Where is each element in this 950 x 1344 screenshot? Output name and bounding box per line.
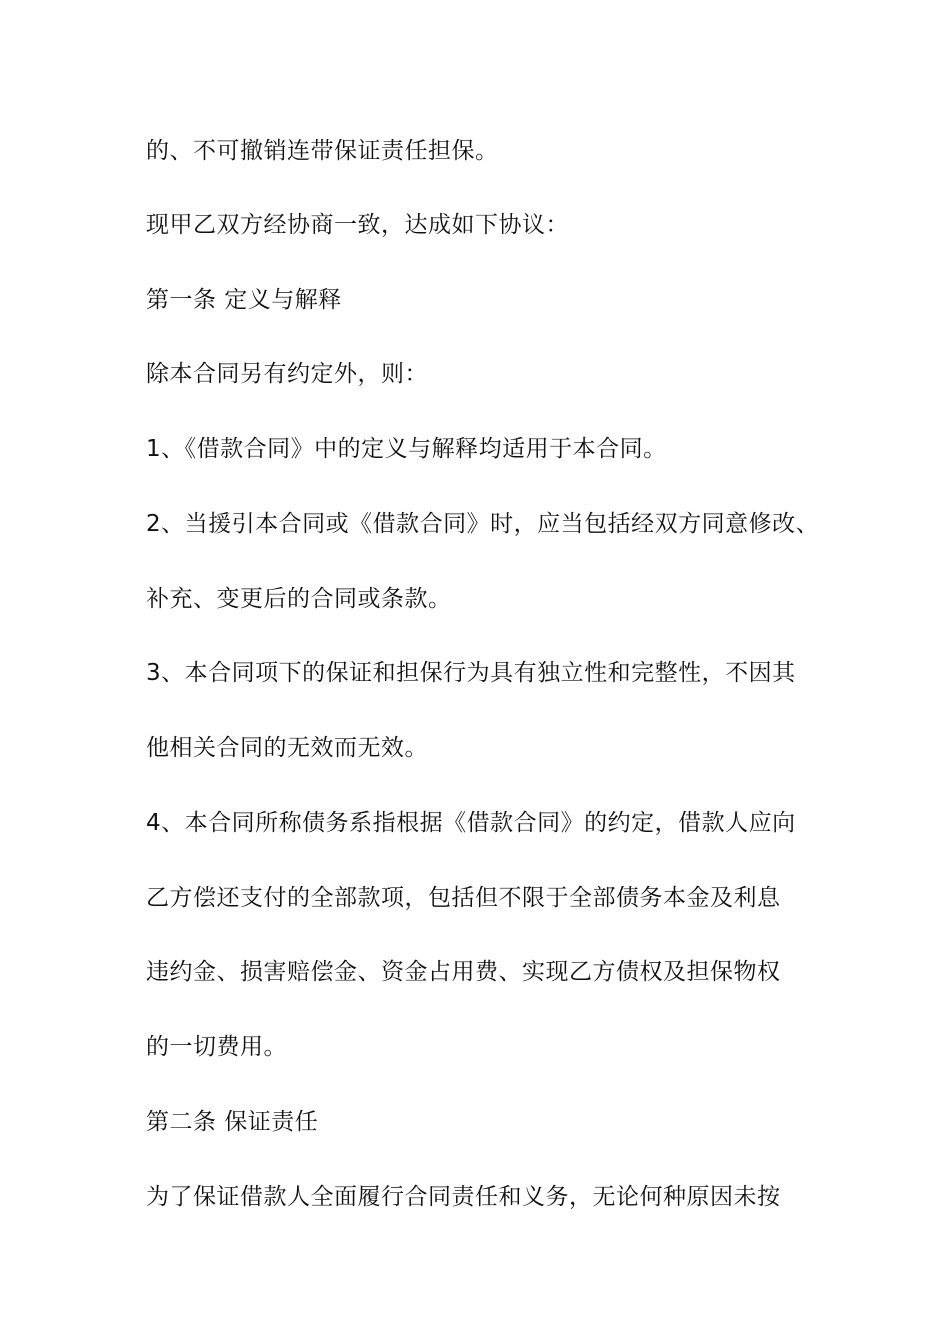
section-heading: 第二条 保证责任 (146, 1109, 319, 1135)
text-line: 的一切费用。 (146, 1034, 287, 1060)
text-line: 现甲乙双方经协商一致，达成如下协议： (146, 212, 569, 238)
text-line: 3、本合同项下的保证和担保行为具有独立性和完整性，不因其 (146, 660, 796, 686)
text-line: 4、本合同所称债务系指根据《借款合同》的约定，借款人应向 (146, 810, 796, 836)
text-line: 除本合同另有约定外，则： (146, 361, 428, 387)
text-line: 为了保证借款人全面履行合同责任和义务，无论何种原因未按 (146, 1184, 781, 1210)
text-line: 的、不可撤销连带保证责任担保。 (146, 138, 499, 164)
text-line: 2、当援引本合同或《借款合同》时，应当包括经双方同意修改、 (146, 511, 820, 537)
text-line: 他相关合同的无效而无效。 (146, 735, 428, 761)
text-line: 违约金、损害赔偿金、资金占用费、实现乙方债权及担保物权 (146, 959, 781, 985)
text-line: 乙方偿还支付的全部款项，包括但不限于全部债务本金及利息 (146, 885, 781, 911)
text-line: 补充、变更后的合同或条款。 (146, 586, 452, 612)
text-line: 1、《借款合同》中的定义与解释均适用于本合同。 (146, 436, 667, 462)
section-heading: 第一条 定义与解释 (146, 287, 342, 313)
